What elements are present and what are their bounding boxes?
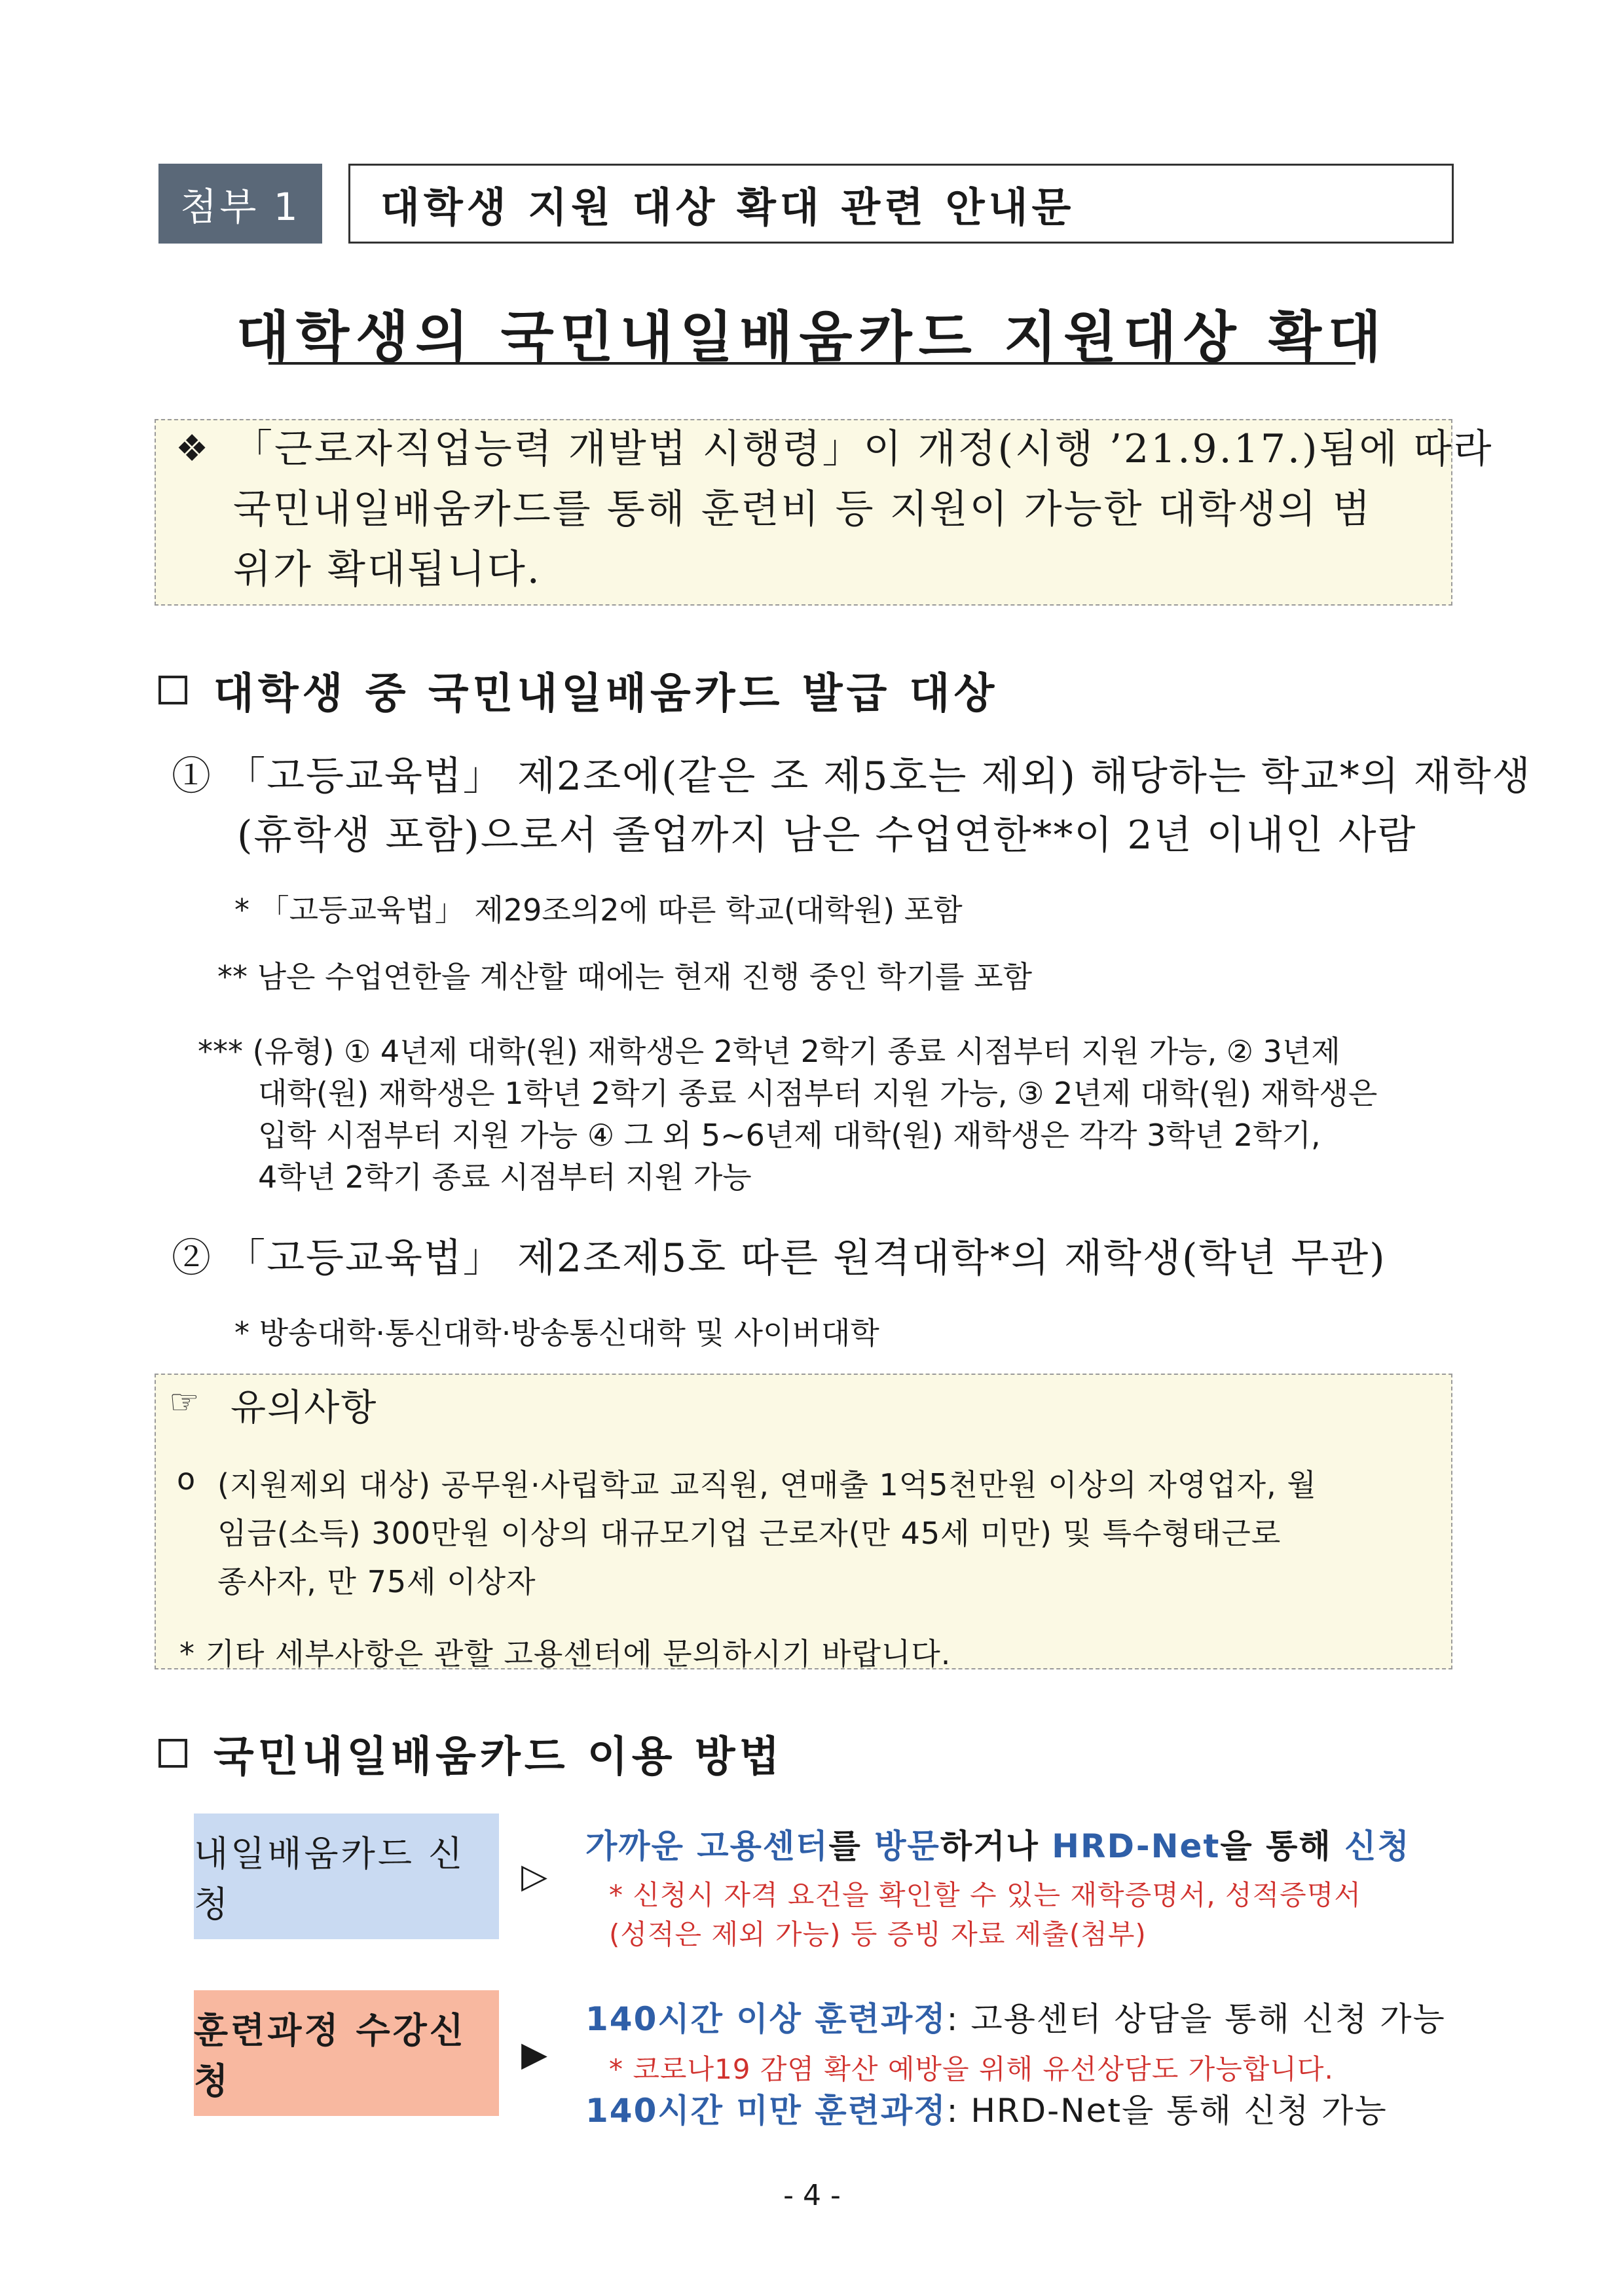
footnote-3-line-4: 4학년 2학기 종료 시점부터 지원 가능 [258, 1159, 752, 1195]
page-number: - 4 - [783, 2179, 841, 2212]
checkbox-icon [158, 676, 187, 704]
checkbox-icon [158, 1739, 187, 1768]
step-course-registration [194, 1990, 499, 2116]
highlight-employment-center: 가까운 고용센터 [585, 1827, 829, 1865]
highlight-140-under: 140시간 미만 훈련과정 [585, 2092, 947, 2130]
footnote-2: ** 남은 수업연한을 계산할 때에는 현재 진행 중인 학기를 포함 [217, 959, 1033, 994]
caution-bullet: o [177, 1461, 196, 1497]
notice-line-1: 「근로자직업능력 개발법 시행령」이 개정(시행 ’21.9.17.)됨에 따라 [233, 426, 1494, 472]
step-2-note: * 코로나19 감염 확산 예방을 위해 유선상담도 가능합니다. [609, 2053, 1334, 2085]
eligibility-item-2: ② 「고등교육법」 제2조제5호 따른 원격대학*의 재학생(학년 무관) [172, 1235, 1386, 1281]
text-fragment: : HRD-Net을 통해 신청 가능 [946, 2092, 1388, 2130]
highlight-apply: 신청 [1344, 1827, 1411, 1865]
pointing-hand-icon: ☞ [169, 1383, 200, 1422]
arrow-filled-icon: ▶ [521, 2035, 547, 2074]
highlight-hrd-net: HRD-Net [1052, 1827, 1221, 1865]
text-fragment: 하거나 [940, 1827, 1052, 1865]
step-1-main-text [585, 1820, 1411, 1867]
section-title: 대학생 중 국민내일배움카드 발급 대상 [213, 670, 999, 718]
highlight-140-over: 140시간 이상 훈련과정 [585, 2000, 947, 2038]
attachment-tag: 첨부 1 [158, 164, 322, 244]
step-2-line-2 [585, 2085, 1388, 2132]
caution-line-2: 임금(소득) 300만원 이상의 대규모기업 근로자(만 45세 미만) 및 특수형태근로 [217, 1516, 1282, 1551]
caution-line-3: 종사자, 만 75세 이상자 [217, 1564, 536, 1599]
footnote-3-line-3: 입학 시점부터 지원 가능 ④ 그 외 5~6년제 대학(원) 재학생은 각각 3학년 2학기, [258, 1118, 1321, 1153]
section-title: 국민내일배움카드 이용 방법 [213, 1733, 784, 1781]
caution-title: 유의사항 [231, 1387, 378, 1429]
footnote-4: * 방송대학·통신대학·방송통신대학 및 사이버대학 [234, 1315, 879, 1351]
header-title-box [348, 164, 1454, 244]
text-fragment: 를 [828, 1827, 875, 1865]
header-title: 대학생 지원 대상 확대 관련 안내문 [380, 183, 1075, 231]
eligibility-item-1-line-1: ① 「고등교육법」 제2조에(같은 조 제5호는 제외) 해당하는 학교*의 재학생 [172, 754, 1532, 799]
notice-line-2: 국민내일배움카드를 통해 훈련비 등 지원이 가능한 대학생의 범 [233, 486, 1373, 532]
title-underline [268, 362, 1356, 365]
step-apply-card [194, 1813, 499, 1939]
section-heading-usage [158, 1723, 783, 1783]
notice-bullet: ❖ [175, 428, 209, 470]
page-title: 대학생의 국민내일배움카드 지원대상 확대 [236, 305, 1388, 369]
caution-line-1: (지원제외 대상) 공무원·사립학교 교직원, 연매출 1억5천만원 이상의 자영업자, 월 [217, 1467, 1317, 1503]
footnote-3-line-2: 대학(원) 재학생은 1학년 2학기 종료 시점부터 지원 가능, ③ 2년제 대학(원) 재학생은 [258, 1076, 1378, 1111]
text-fragment: 을 통해 [1220, 1827, 1345, 1865]
footnote-1: * 「고등교육법」 제29조의2에 따른 학교(대학원) 포함 [234, 892, 963, 928]
eligibility-item-1-line-2: (휴학생 포함)으로서 졸업까지 남은 수업연한**이 2년 이내인 사람 [237, 812, 1417, 858]
step-label: 훈련과정 수강신청 [194, 2010, 466, 2102]
notice-line-3: 위가 확대됩니다. [233, 547, 542, 592]
caution-footer: * 기타 세부사항은 관할 고용센터에 문의하시기 바랍니다. [179, 1636, 951, 1671]
step-2-line-1 [585, 1993, 1446, 2040]
section-heading-eligibility [158, 660, 998, 720]
text-fragment: : 고용센터 상담을 통해 신청 가능 [946, 2000, 1446, 2038]
step-1-note-line-2: (성적은 제외 가능) 등 증빙 자료 제출(첨부) [609, 1918, 1147, 1950]
footnote-3-line-1: *** (유형) ① 4년제 대학(원) 재학생은 2학년 2학기 종료 시점부터 지원 가능, ② 3년제 [198, 1034, 1340, 1069]
step-label: 내일배움카드 신청 [194, 1833, 466, 1925]
arrow-outline-icon: ▷ [521, 1857, 547, 1896]
step-1-note-line-1: * 신청시 자격 요건을 확인할 수 있는 재학증명서, 성적증명서 [609, 1879, 1361, 1911]
highlight-visit: 방문 [874, 1827, 940, 1865]
